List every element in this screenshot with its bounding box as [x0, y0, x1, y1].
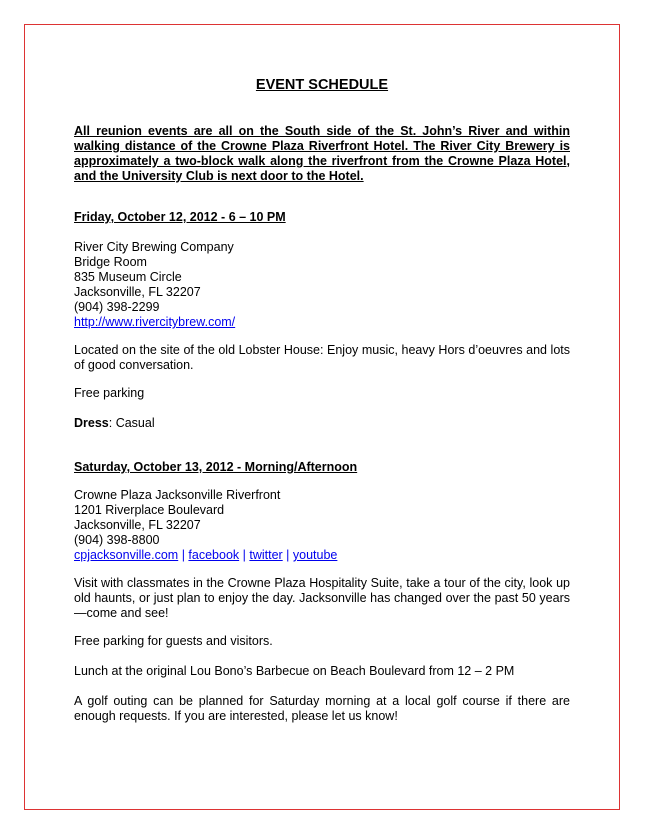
link-separator: | [239, 548, 250, 562]
link-separator: | [282, 548, 293, 562]
address-line: (904) 398-2299 [74, 300, 160, 314]
saturday-golf: A golf outing can be planned for Saturday morning at a local golf course if there are enough requests. If you are interested, please let us know! [74, 694, 570, 723]
address-line: 835 Museum Circle [74, 270, 182, 284]
facebook-link[interactable]: facebook [188, 548, 240, 562]
intro-paragraph: All reunion events are all on the South side of the St. John’s River and within walking distance of the Crowne Plaza Riverfront Hotel. The River City Brewery is approximately a two-block walk along the riverfront from the Crowne Plaza Hotel, and the University Club is next door to the Hotel. [74, 124, 570, 183]
link-separator: | [178, 548, 189, 562]
address-line: Crowne Plaza Jacksonville Riverfront [74, 488, 281, 502]
friday-address [74, 240, 570, 330]
address-line: Bridge Room [74, 255, 147, 269]
friday-heading-block [74, 210, 570, 225]
saturday-description: Visit with classmates in the Crowne Plaza Hospitality Suite, take a tour of the city, look up old haunts, or just plan to enjoy the day. Jacksonville has changed over the past 50 years—come and see! [74, 576, 570, 620]
friday-description: Located on the site of the old Lobster House: Enjoy music, heavy Hors d’oeuvres and lots of good conversation. [74, 343, 570, 372]
address-line: (904) 398-8800 [74, 533, 160, 547]
hotel-links [74, 548, 570, 563]
saturday-heading: Saturday, October 13, 2012 - Morning/Afternoon [74, 460, 358, 474]
dress-value: : Casual [108, 416, 155, 430]
address-line: Jacksonville, FL 32207 [74, 518, 201, 532]
dress-label: Dress [74, 416, 109, 430]
friday-parking: Free parking [74, 386, 145, 400]
friday-heading: Friday, October 12, 2012 - 6 – 10 PM [74, 210, 286, 224]
address-line: 1201 Riverplace Boulevard [74, 503, 225, 517]
cpjacksonville-link[interactable]: cpjacksonville.com [74, 548, 179, 562]
saturday-lunch: Lunch at the original Lou Bono’s Barbecue on Beach Boulevard from 12 – 2 PM [74, 664, 515, 678]
address-line: Jacksonville, FL 32207 [74, 285, 201, 299]
saturday-heading-block [74, 460, 570, 475]
page-title: EVENT SCHEDULE [255, 77, 389, 93]
saturday-parking: Free parking for guests and visitors. [74, 634, 273, 648]
twitter-link[interactable]: twitter [249, 548, 283, 562]
brewery-website-link[interactable]: http://www.rivercitybrew.com/ [74, 315, 236, 329]
friday-dress [74, 416, 570, 431]
youtube-link[interactable]: youtube [292, 548, 338, 562]
saturday-address [74, 488, 570, 563]
address-line: River City Brewing Company [74, 240, 234, 254]
